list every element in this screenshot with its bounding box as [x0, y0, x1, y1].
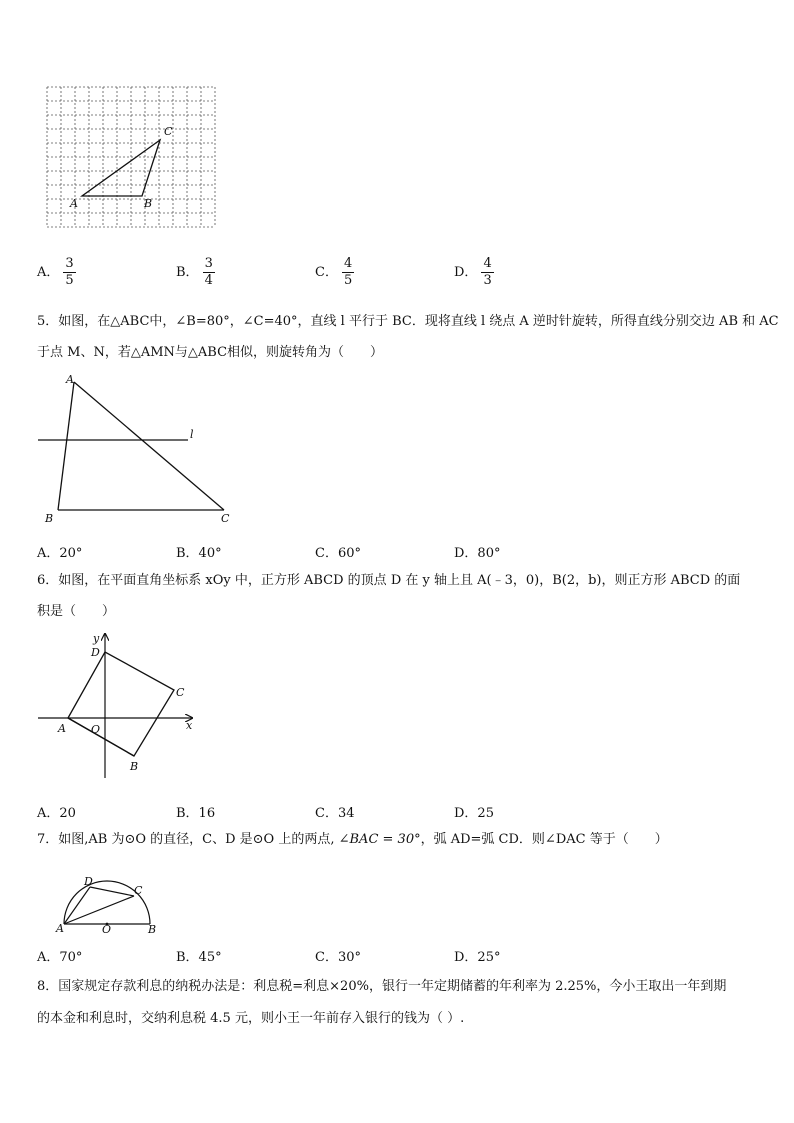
q6-option-c[interactable]: C．34: [315, 806, 355, 821]
q5-label-l: l: [190, 428, 194, 441]
q5-option-d[interactable]: D．80°: [454, 546, 501, 561]
q5-label-b: B: [45, 512, 54, 525]
q7-circle-figure: [54, 872, 158, 934]
q7-stem-part2: ，弧 AD=弧 CD．则∠DAC 等于（ ）: [420, 832, 668, 847]
option-letter: C．: [315, 265, 338, 280]
q4-label-b: B: [144, 197, 153, 210]
q7-label-d: D: [84, 875, 93, 888]
q6-square: [68, 652, 174, 756]
q6-label-x: x: [186, 719, 193, 732]
fraction: $\frac{3}{5}$: [65, 256, 74, 288]
q5-option-b[interactable]: B．40°: [176, 546, 222, 561]
q6-stem-line1: 6．如图，在平面直角坐标系 xOy 中，正方形 ABCD 的顶点 D 在 y 轴上且 A(﹣3，0)，B(2，b)，则正方形 ABCD 的面: [37, 573, 741, 588]
q7-stem-part1: 7．如图,AB 为⊙O 的直径，C、D 是⊙O 上的两点,: [37, 832, 339, 847]
q6-label-o: O: [91, 723, 101, 736]
fraction: $\frac{4}{5}$: [343, 256, 353, 288]
q5-triangle-figure: [34, 370, 244, 530]
q8-stem-line2: 的本金和利息时，交纳利息税 4.5 元，则小王一年前存入银行的钱为（ ）.: [37, 1011, 465, 1026]
q4-option-a[interactable]: [37, 256, 76, 289]
option-letter: A．: [37, 265, 60, 280]
q8-stem-line1: 8．国家规定存款利息的纳税办法是：利息税=利息×20%，银行一年定期储蓄的年利率为 2.25%，今小王取出一年到期: [37, 979, 727, 994]
q6-stem-line2: 积是（ ）: [37, 604, 116, 619]
q5-option-c[interactable]: C．60°: [315, 546, 361, 561]
fraction: $\frac{4}{3}$: [483, 256, 492, 288]
q6-option-d[interactable]: D．25: [454, 806, 494, 821]
q5-option-a[interactable]: A．20°: [37, 546, 83, 561]
q7-label-b: B: [148, 923, 157, 934]
q6-label-b: B: [130, 760, 139, 773]
q7-stem-line1: [37, 832, 668, 848]
q4-label-a: A: [70, 197, 78, 210]
q4-triangle: [82, 140, 160, 196]
q6-coordinate-figure: [34, 628, 204, 778]
q6-option-b[interactable]: B．16: [176, 806, 216, 821]
q7-option-b[interactable]: B．45°: [176, 950, 222, 965]
q6-label-y: y: [93, 632, 100, 645]
q6-label-a: A: [58, 722, 66, 735]
q6-option-a[interactable]: A．20: [37, 806, 76, 821]
q6-label-d: D: [91, 646, 100, 659]
q7-label-a: A: [56, 922, 64, 934]
q5-stem-line1: 5．如图，在△ABC中，∠B=80°，∠C=40°，直线 l 平行于 BC．现将直线 l 绕点 A 逆时针旋转，所得直线分别交边 AB 和 AC: [37, 314, 779, 329]
q4-grid-figure: [44, 84, 224, 234]
q4-option-d[interactable]: [454, 256, 494, 289]
q4-option-b[interactable]: [176, 256, 215, 289]
q6-label-c: C: [176, 686, 185, 699]
q7-angle-expression: ∠BAC = 30°: [338, 832, 421, 847]
fraction: $\frac{3}{4}$: [204, 256, 213, 288]
q5-label-a: A: [66, 373, 74, 386]
option-letter: B．: [176, 265, 199, 280]
q5-stem-line2: 于点 M、N，若△AMN与△ABC相似，则旋转角为（ ）: [37, 345, 384, 360]
q7-option-d[interactable]: D．25°: [454, 950, 501, 965]
option-letter: D．: [454, 265, 478, 280]
q5-label-c: C: [221, 512, 230, 525]
q4-option-c[interactable]: [315, 256, 354, 289]
q7-option-a[interactable]: A．70°: [37, 950, 83, 965]
q7-label-o: O: [102, 923, 112, 934]
q7-option-c[interactable]: C．30°: [315, 950, 361, 965]
q4-label-c: C: [164, 125, 173, 138]
q7-label-c: C: [134, 884, 143, 897]
